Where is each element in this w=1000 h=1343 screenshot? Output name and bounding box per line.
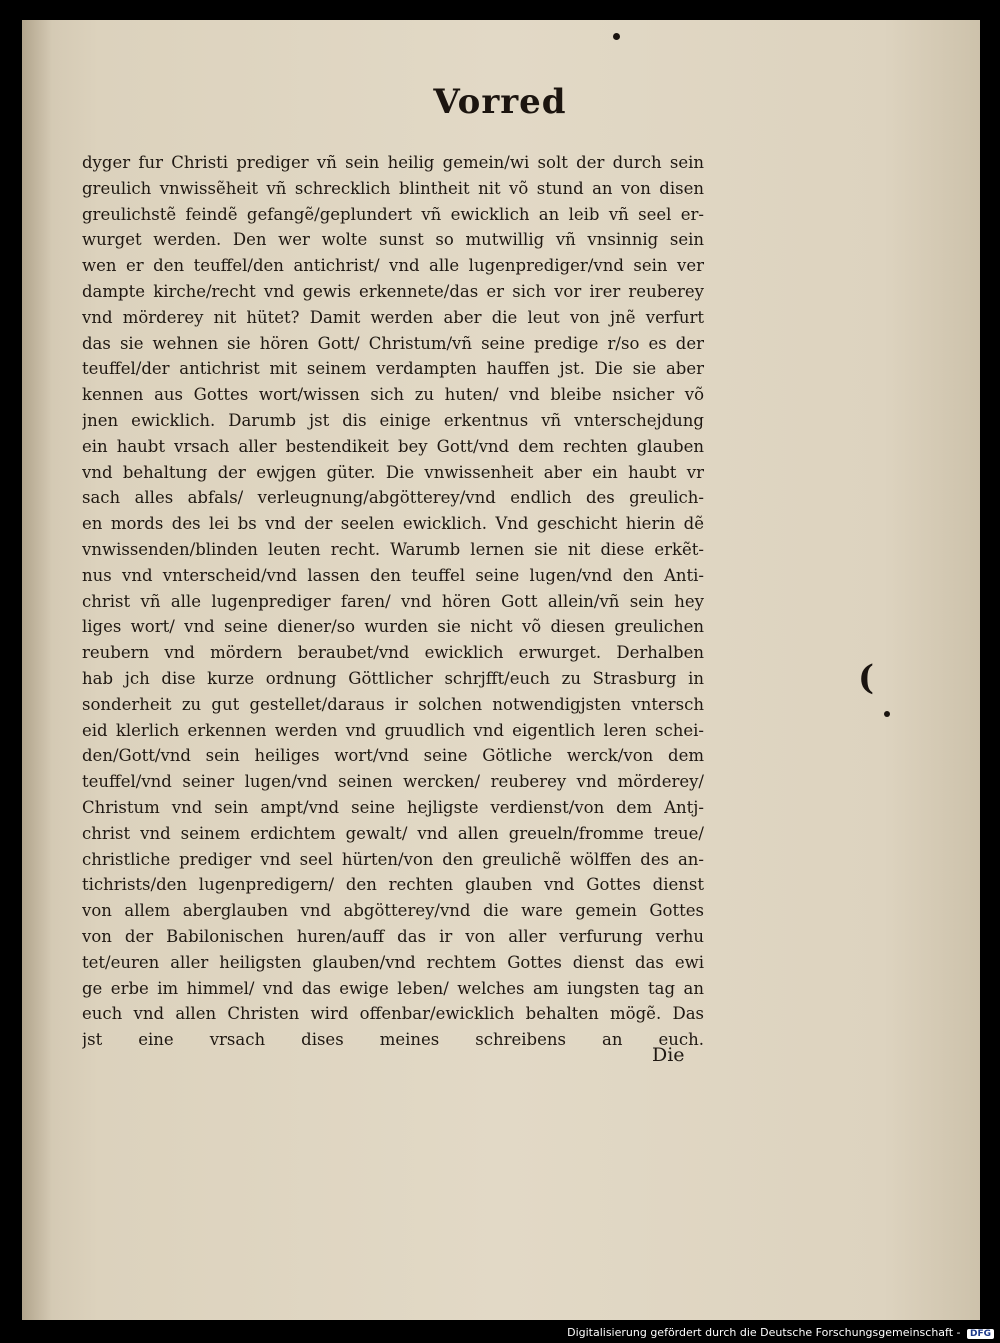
text-line: sach alles abfals/ verleugnung/abgötterey/vnd endlich des greulich- xyxy=(82,488,704,508)
body-text xyxy=(82,150,704,1053)
text-line: vnwissenden/blinden leuten recht. Warumb lernen sie nit diese erkẽt- xyxy=(82,539,704,559)
text-line: hab jch dise kurze ordnung Göttlicher schrjfft/euch zu Strasburg in xyxy=(82,668,704,688)
text-line: nus vnd vnterscheid/vnd lassen den teuffel seine lugen/vnd den Anti- xyxy=(82,565,704,585)
text-line: greulichstẽ feindẽ gefangẽ/geplundert vñ ewicklich an leib vñ seel er- xyxy=(82,204,704,224)
text-line: liges wort/ vnd seine diener/so wurden sie nicht võ diesen greulichen xyxy=(82,617,704,637)
text-line: ein haubt vrsach aller bestendikeit bey Gott/vnd dem rechten glauben xyxy=(82,436,704,456)
text-line: wen er den teuffel/den antichrist/ vnd alle lugenprediger/vnd sein ver xyxy=(82,256,704,276)
text-line: von allem aberglauben vnd abgötterey/vnd die ware gemein Gottes xyxy=(82,901,704,921)
text-line: tichrists/den lugenpredigern/ den rechten glauben vnd Gottes dienst xyxy=(82,875,704,895)
text-line: das sie wehnen sie hören Gott/ Christum/vñ seine predige r/so es der xyxy=(82,333,704,353)
text-line: Christum vnd sein ampt/vnd seine hejligste verdienst/von dem Antj- xyxy=(82,797,704,817)
text-line: christliche prediger vnd seel hürten/von den greulichẽ wölffen des an- xyxy=(82,849,704,869)
page-heading: Vorred xyxy=(433,82,567,122)
text-line: teuffel/der antichrist mit seinem verdampten hauffen jst. Die sie aber xyxy=(82,359,704,379)
digitization-footer xyxy=(567,1326,994,1339)
footer-credit: Digitalisierung gefördert durch die Deutsche Forschungsgemeinschaft - xyxy=(567,1326,961,1339)
ink-dot-margin xyxy=(884,711,890,717)
text-line: eid klerlich erkennen werden vnd gruudlich vnd eigentlich leren schei- xyxy=(82,720,704,740)
text-line: reubern vnd mördern beraubet/vnd ewicklich erwurget. Derhalben xyxy=(82,643,704,663)
text-line: den/Gott/vnd sein heiliges wort/vnd seine Götliche werck/von dem xyxy=(82,746,704,766)
text-line: von der Babilonischen huren/auff das ir von aller verfurung verhu xyxy=(82,926,704,946)
text-line: greulich vnwissẽheit vñ schrecklich blintheit nit võ stund an von disen xyxy=(82,178,704,198)
text-line: dampte kirche/recht vnd gewis erkennete/das er sich vor irer reuberey xyxy=(82,281,704,301)
text-line: euch vnd allen Christen wird offenbar/ewicklich behalten mögẽ. Das xyxy=(82,1004,704,1024)
text-line: dyger fur Christi prediger vñ sein heilig gemein/wi solt der durch sein xyxy=(82,153,704,172)
text-line: christ vñ alle lugenprediger faren/ vnd hören Gott allein/vñ sein hey xyxy=(82,591,704,611)
margin-bracket-mark: ( xyxy=(858,658,875,698)
text-line: jst eine vrsach dises meines schreibens an euch. xyxy=(82,1030,704,1050)
text-line: vnd behaltung der ewjgen güter. Die vnwissenheit aber ein haubt vr xyxy=(82,462,704,482)
page-edge-shadow xyxy=(22,20,52,1320)
text-line: vnd mörderey nit hütet? Damit werden aber die leut von jnẽ verfurt xyxy=(82,307,704,327)
text-line: en mords des lei bs vnd der seelen ewicklich. Vnd geschicht hierin dẽ xyxy=(82,514,704,534)
catchword: Die xyxy=(652,1044,685,1066)
text-line: jnen ewicklich. Darumb jst dis einige erkentnus vñ vnterschejdung xyxy=(82,410,704,430)
text-line: christ vnd seinem erdichtem gewalt/ vnd allen greueln/fromme treue/ xyxy=(82,823,704,843)
text-line: kennen aus Gottes wort/wissen sich zu huten/ vnd bleibe nsicher võ xyxy=(82,385,704,405)
text-line: ge erbe im himmel/ vnd das ewige leben/ welches am iungsten tag an xyxy=(82,978,704,998)
text-line: teuffel/vnd seiner lugen/vnd seinen wercken/ reuberey vnd mörderey/ xyxy=(82,772,704,792)
ink-dot-top xyxy=(613,33,620,40)
dfg-logo: DFG xyxy=(967,1329,994,1339)
text-line: wurget werden. Den wer wolte sunst so mutwillig vñ vnsinnig sein xyxy=(82,230,704,250)
text-line: sonderheit zu gut gestellet/daraus ir solchen notwendigjsten vntersch xyxy=(82,694,704,714)
text-line: tet/euren aller heiligsten glauben/vnd rechtem Gottes dienst das ewi xyxy=(82,952,704,972)
